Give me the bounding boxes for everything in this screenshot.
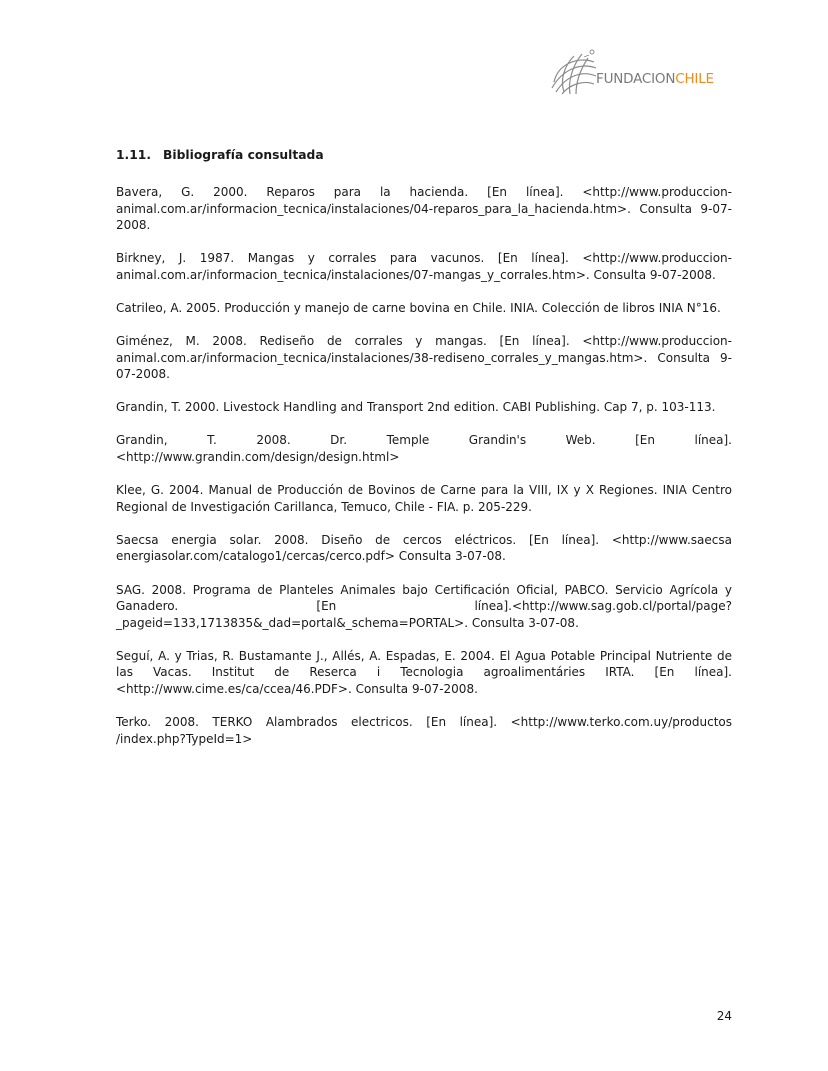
logo-wordmark (596, 71, 714, 87)
reference-klee: Klee, G. 2004. Manual de Producción de Bovinos de Carne para la VIII, IX y X Regiones. INIA Centro Regional de Investigación Carillanca, Temuco, Chile - FIA. p. 205-229. (116, 483, 732, 514)
reference-bavera: Bavera, G. 2000. Reparos para la hacienda. [En línea]. <http://www.produccion-animal.com.ar/informacion_tecnica/instalaciones/04-reparos_para_la_hacienda.htm>. Consulta 9-07-2008. (116, 185, 732, 233)
logo-text-chile: CHILE (675, 71, 714, 87)
reference-catrileo: Catrileo, A. 2005. Producción y manejo de carne bovina en Chile. INIA. Colección de libros INIA N°16. (116, 300, 721, 315)
section-number: 1.11. (116, 148, 152, 162)
logo-text-fundacion: FUNDACION (596, 71, 676, 87)
reference-segui: Seguí, A. y Trias, R. Bustamante J., Allés, A. Espadas, E. 2004. El Agua Potable Principal Nutriente de las Vacas. Institut de Reserca i Tecnologia agroalimentáries IRTA. [En línea]. <http://www.cime.es/ca/ccea/46.PDF>. Consulta 9-07-2008. (116, 648, 732, 696)
reference-saecsa: Saecsa energia solar. 2008. Diseño de cercos eléctricos. [En línea]. <http://www.saecsa energiasolar.com/catalogo1/cercas/cerco.pdf> Consulta 3-07-08. (116, 532, 732, 564)
reference-terko: Terko. 2008. TERKO Alambrados electricos. [En línea]. <http://www.terko.com.uy/productos /index.php?TypeId=1> (116, 715, 732, 746)
section-heading (116, 148, 324, 162)
globe-logo-icon (548, 48, 600, 98)
reference-gimenez: Giménez, M. 2008. Rediseño de corrales y mangas. [En línea]. <http://www.produccion-animal.com.ar/informacion_tecnica/instalaciones/38-rediseno_corrales_y_mangas.htm>. Consulta 9-07-2008. (116, 334, 732, 382)
reference-sag: SAG. 2008. Programa de Planteles Animales bajo Certificación Oficial, PABCO. Servicio Agrícola y Ganadero. [En línea].<http://www.sag.gob.cl/portal/page?_pageid=133,1713835&_dad=portal&_schema=PORTAL>. Consulta 3-07-08. (116, 582, 732, 630)
fundacion-chile-logo (548, 48, 738, 98)
reference-birkney: Birkney, J. 1987. Mangas y corrales para vacunos. [En línea]. <http://www.produccion-animal.com.ar/informacion_tecnica/instalaciones/07-mangas_y_corrales.htm>. Consulta 9-07-2008. (116, 251, 732, 282)
section-title: Bibliografía consultada (163, 148, 324, 162)
page-number: 24 (716, 1009, 732, 1023)
reference-grandin-2000: Grandin, T. 2000. Livestock Handling and Transport 2nd edition. CABI Publishing. Cap 7, p. 103-113. (116, 400, 716, 415)
reference-grandin-2008: Grandin, T. 2008. Dr. Temple Grandin's Web. [En línea]. <http://www.grandin.com/design/design.html> (116, 433, 732, 465)
reference-list (116, 184, 732, 764)
